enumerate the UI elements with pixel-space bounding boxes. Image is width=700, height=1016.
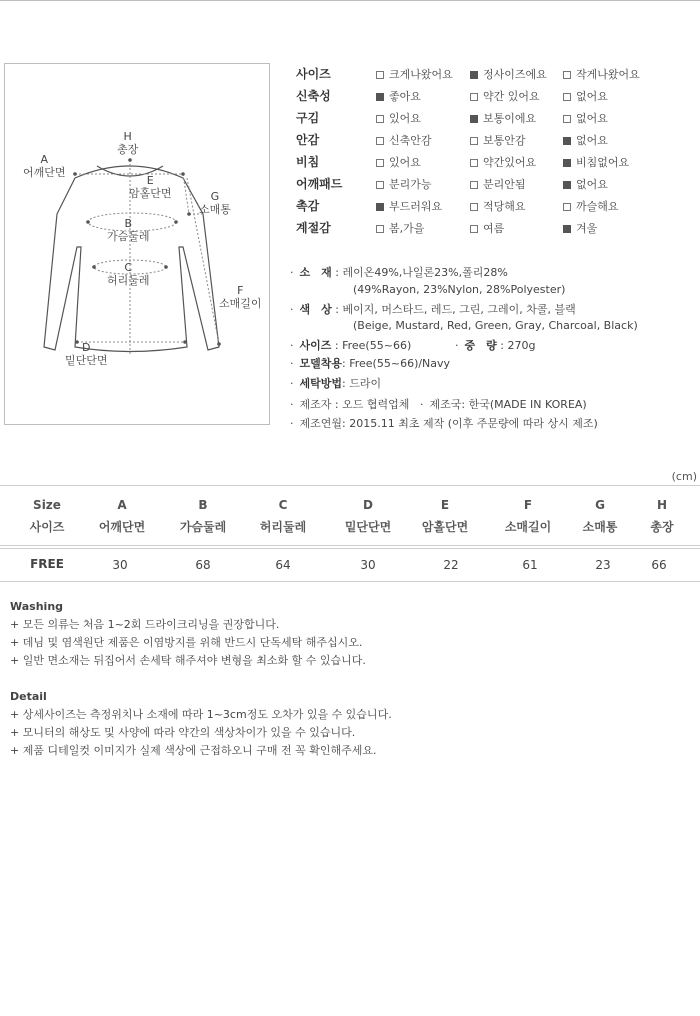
attr-name: 계절감	[296, 221, 331, 235]
attr-option[interactable]: 신축안감	[376, 132, 432, 148]
checkbox[interactable]	[376, 71, 384, 79]
checkbox[interactable]	[376, 225, 384, 233]
label-g: G 소매통	[199, 190, 231, 216]
checkbox-checked[interactable]	[376, 93, 384, 101]
checkbox-checked[interactable]	[563, 159, 571, 167]
checkbox[interactable]	[563, 93, 571, 101]
spec-wash: · 세탁방법: 드라이	[290, 377, 382, 390]
th-top: D	[363, 498, 373, 512]
attr-row-sheer	[296, 152, 676, 170]
spec-weight: · 중 량 : 270g	[455, 339, 536, 352]
td-value: 61	[522, 558, 538, 572]
checkbox[interactable]	[376, 115, 384, 123]
attr-row-texture	[296, 196, 676, 214]
th-bottom: 소매통	[582, 520, 618, 534]
td-value: 22	[443, 558, 459, 572]
attr-row-season	[296, 218, 676, 236]
td-value: 23	[595, 558, 611, 572]
th-bottom: 허리둘레	[259, 520, 307, 534]
td-size: FREE	[30, 557, 64, 571]
th-bottom: 사이즈	[29, 520, 65, 534]
th-top: B	[198, 498, 208, 512]
detail-title: Detail	[10, 690, 47, 703]
spec-color: · 색 상 : 베이지, 머스타드, 레드, 그린, 그레이, 차콜, 블랙	[290, 303, 576, 316]
checkbox[interactable]	[470, 93, 478, 101]
checkbox[interactable]	[563, 203, 571, 211]
attr-option[interactable]: 적당해요	[470, 198, 526, 214]
attr-option[interactable]: 작게나왔어요	[563, 66, 640, 82]
attr-row-wrinkle	[296, 108, 676, 126]
checkbox[interactable]	[470, 159, 478, 167]
attr-option[interactable]: 비침없어요	[563, 154, 629, 170]
th-top: C	[278, 498, 288, 512]
label-b: B 가슴둘레	[107, 217, 150, 243]
checkbox-checked[interactable]	[376, 203, 384, 211]
attr-name: 어깨패드	[296, 177, 343, 191]
th-bottom: 가슴둘레	[179, 520, 227, 534]
checkbox-checked[interactable]	[563, 181, 571, 189]
attr-option[interactable]: 보통이에요	[470, 110, 536, 126]
checkbox[interactable]	[470, 181, 478, 189]
attr-option[interactable]: 없어요	[563, 88, 608, 104]
attr-option[interactable]: 없어요	[563, 132, 608, 148]
td-value: 64	[275, 558, 291, 572]
measurement-diagram	[4, 63, 270, 425]
detail-section	[10, 688, 392, 760]
attr-name: 신축성	[296, 89, 331, 103]
table-header-rule-2	[0, 548, 700, 549]
label-f: F 소매길이	[219, 284, 262, 310]
attr-row-shoulder-pad	[296, 174, 676, 192]
attr-option[interactable]: 까슬해요	[563, 198, 619, 214]
attr-option[interactable]: 있어요	[376, 110, 421, 126]
attr-option[interactable]: 봄,가을	[376, 220, 424, 236]
th-bottom: 어깨단면	[98, 520, 146, 534]
attr-option[interactable]: 좋아요	[376, 88, 421, 104]
th-top: E	[440, 498, 450, 512]
unit-label: (cm)	[671, 470, 697, 483]
th-top: A	[117, 498, 127, 512]
label-c: C 허리둘레	[107, 261, 150, 287]
checkbox[interactable]	[376, 181, 384, 189]
checkbox-checked[interactable]	[563, 137, 571, 145]
detail-item: + 제품 디테일컷 이미지가 실제 색상에 근접하오니 구매 전 꼭 확인해주세요.	[10, 744, 377, 757]
washing-item: + 모든 의류는 처음 1~2회 드라이크리닝을 권장합니다.	[10, 618, 280, 631]
label-h: H 총장	[117, 130, 139, 156]
th-top: H	[656, 498, 668, 512]
table-header-rule	[0, 545, 700, 546]
spec-maker: · 제조자 : 오드 협력업체	[290, 398, 410, 411]
attr-option[interactable]: 정사이즈에요	[470, 66, 547, 82]
th-bottom: 암홀단면	[421, 520, 469, 534]
checkbox[interactable]	[470, 225, 478, 233]
detail-item: + 상세사이즈는 측정위치나 소재에 따라 1~3cm정도 오차가 있을 수 있습니다.	[10, 708, 392, 721]
washing-item: + 데님 및 염색원단 제품은 이염방지를 위해 반드시 단독세탁 해주십시오.	[10, 636, 363, 649]
spec-country: · 제조국: 한국(MADE IN KOREA)	[420, 398, 587, 411]
td-value: 30	[112, 558, 128, 572]
attr-option[interactable]: 보통안감	[470, 132, 526, 148]
attr-option[interactable]: 있어요	[376, 154, 421, 170]
attr-option[interactable]: 여름	[470, 220, 504, 236]
spec-date: · 제조연월: 2015.11 최초 제작 (이후 주문량에 따라 상시 제조)	[290, 417, 598, 430]
spec-material-en: (49%Rayon, 23%Nylon, 28%Polyester)	[353, 283, 566, 296]
attr-option[interactable]: 없어요	[563, 176, 608, 192]
checkbox[interactable]	[376, 137, 384, 145]
td-value: 66	[651, 558, 667, 572]
attr-option[interactable]: 없어요	[563, 110, 608, 126]
checkbox-checked[interactable]	[470, 115, 478, 123]
checkbox[interactable]	[563, 115, 571, 123]
td-value: 68	[195, 558, 211, 572]
attr-option[interactable]: 크게나왔어요	[376, 66, 453, 82]
th-bottom: 밑단단면	[344, 520, 392, 534]
attr-option[interactable]: 약간 있어요	[470, 88, 540, 104]
label-a: A 어깨단면	[23, 153, 66, 179]
label-d: D 밑단단면	[65, 341, 108, 367]
attr-option[interactable]: 약간있어요	[470, 154, 536, 170]
garment-outline	[5, 64, 271, 426]
attr-name: 구김	[296, 111, 320, 125]
attr-option[interactable]: 분리안됨	[470, 176, 526, 192]
washing-section	[10, 598, 366, 670]
attr-name: 안감	[296, 133, 320, 147]
td-value: 30	[360, 558, 376, 572]
checkbox[interactable]	[470, 203, 478, 211]
spec-material: · 소 재 : 레이온49%,나일론23%,폴리28%	[290, 266, 508, 279]
attr-option[interactable]: 겨울	[563, 220, 597, 236]
th-bottom: 총장	[650, 520, 674, 534]
th-top: Size	[33, 498, 61, 512]
attr-option[interactable]: 분리가능	[376, 176, 432, 192]
spec-size: · 사이즈 : Free(55~66)	[290, 339, 412, 352]
attr-row-size	[296, 64, 676, 82]
th-top: G	[595, 498, 605, 512]
checkbox[interactable]	[470, 137, 478, 145]
washing-title: Washing	[10, 600, 64, 613]
th-top: F	[523, 498, 533, 512]
checkbox-checked[interactable]	[470, 71, 478, 79]
table-bottom-rule	[0, 581, 700, 582]
top-divider	[0, 0, 700, 1]
detail-item: + 모니터의 해상도 및 사양에 따라 약간의 색상차이가 있을 수 있습니다.	[10, 726, 356, 739]
checkbox[interactable]	[563, 71, 571, 79]
checkbox[interactable]	[376, 159, 384, 167]
attr-option[interactable]: 부드러워요	[376, 198, 442, 214]
washing-item: + 일반 면소재는 뒤집어서 손세탁 해주셔야 변형을 최소화 할 수 있습니다.	[10, 654, 366, 667]
th-bottom: 소매길이	[504, 520, 552, 534]
attr-row-lining	[296, 130, 676, 148]
table-top-rule	[0, 485, 700, 486]
attr-row-stretch	[296, 86, 676, 104]
attr-name: 촉감	[296, 199, 320, 213]
label-e: E 암홀단면	[129, 174, 172, 200]
checkbox-checked[interactable]	[563, 225, 571, 233]
attr-name: 비침	[296, 155, 320, 169]
spec-color-en: (Beige, Mustard, Red, Green, Gray, Charcoal, Black)	[353, 319, 638, 332]
spec-model: · 모델착용: Free(55~66)/Navy	[290, 357, 451, 370]
attr-name: 사이즈	[296, 67, 331, 81]
